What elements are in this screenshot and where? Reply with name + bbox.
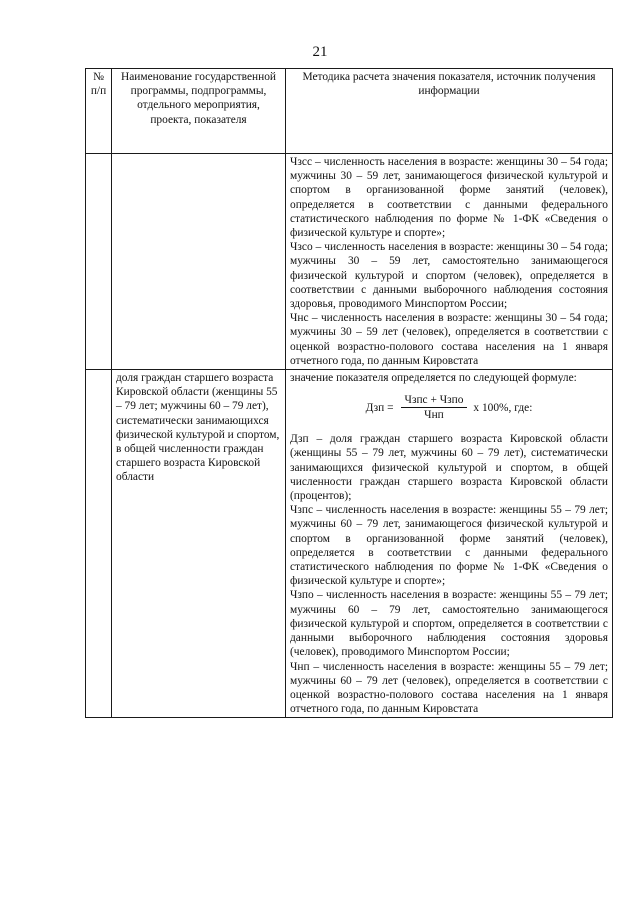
definition-chzps: Чзпс – численность населения в возрасте: женщины 55 – 79 лет; мужчины 60 – 79 лет, занимающегося физической культурой и спортом в организованной форме занятий (человек), определяется в соответствии с данными федерального статистического наблюдения по форме № 1-ФК «Сведения о физической культуре и спорте»;	[290, 504, 608, 588]
definition-dzp: Дзп – доля граждан старшего возраста Кировской области (женщины 55 – 79 лет, мужчины 60 – 79 лет), систематически занимающихся физической культурой и спортом, в общей численности граждан старшего возраста Кировской области (процентов);	[290, 433, 608, 503]
row1-number-cell	[86, 154, 112, 370]
formula-numerator: Чзпс + Чзпо	[401, 393, 468, 408]
formula-fraction	[401, 393, 468, 422]
table-header-row	[86, 69, 613, 154]
row2-indicator-name: доля граждан старшего возраста Кировской области (женщины 55 – 79 лет; мужчины 60 – 79 лет), систематически занимающихся физической культурой и спортом, в общей численности граждан старшего возраста Кировской области	[112, 370, 286, 718]
formula-lhs: Дзп =	[365, 401, 394, 414]
header-number: № п/п	[86, 69, 112, 154]
row1-methodology-cell	[286, 154, 613, 370]
row2-number-cell	[86, 370, 112, 718]
row2-methodology-cell	[286, 370, 613, 718]
header-methodology: Методика расчета значения показателя, источник получения информации	[286, 69, 613, 154]
table-row	[86, 370, 613, 718]
definition-chzso: Чзсо – численность населения в возрасте: женщины 30 – 54 года; мужчины 30 – 59 лет, самостоятельно занимающегося физической культурой и спортом (человек), определяется в соответствии с данными выборочного наблюдения состояния здоровья, проводимого Минспортом России;	[290, 241, 608, 311]
formula	[290, 393, 608, 422]
definition-chns: Чнс – численность населения в возрасте: женщины 30 – 54 года; мужчины 30 – 59 лет (человек), определяется в соответствии с оценкой возрастно-полового состава населения на 1 января отчетного года, по данным Кировстата	[290, 312, 608, 367]
definition-chzpo: Чзпо – численность населения в возрасте: женщины 55 – 79 лет; мужчины 60 – 79 лет, самостоятельно занимающегося физической культурой и спортом, определяется в соответствии с данными выборочного наблюдения состояния здоровья (человек), проводимого Минспортом России;	[290, 589, 608, 659]
header-name: Наименование государственной программы, подпрограммы, отдельного мероприятия, проекта, показателя	[112, 69, 286, 154]
formula-intro: значение показателя определяется по следующей формуле:	[290, 372, 577, 385]
row1-name-cell	[112, 154, 286, 370]
formula-tail: x 100%, где:	[473, 401, 533, 414]
definition-chzss: Чзсс – численность населения в возрасте: женщины 30 – 54 года; мужчины 30 – 59 лет, занимающегося физической культурой и спортом в организованной форме занятий (человек), определяется в соответствии с данными федерального статистического наблюдения по форме № 1-ФК «Сведения о физической культуре и спорте»;	[290, 156, 608, 240]
definition-chnp: Чнп – численность населения в возрасте: женщины 55 – 79 лет; мужчины 60 – 79 лет (человек), определяется в соответствии с оценкой возрастно-полового состава населения на 1 января отчетного года, по данным Кировстата	[290, 660, 608, 716]
methodology-table	[85, 68, 613, 718]
page-number: 21	[312, 44, 328, 60]
table-row	[86, 154, 613, 370]
formula-denominator: Чнп	[424, 409, 444, 422]
